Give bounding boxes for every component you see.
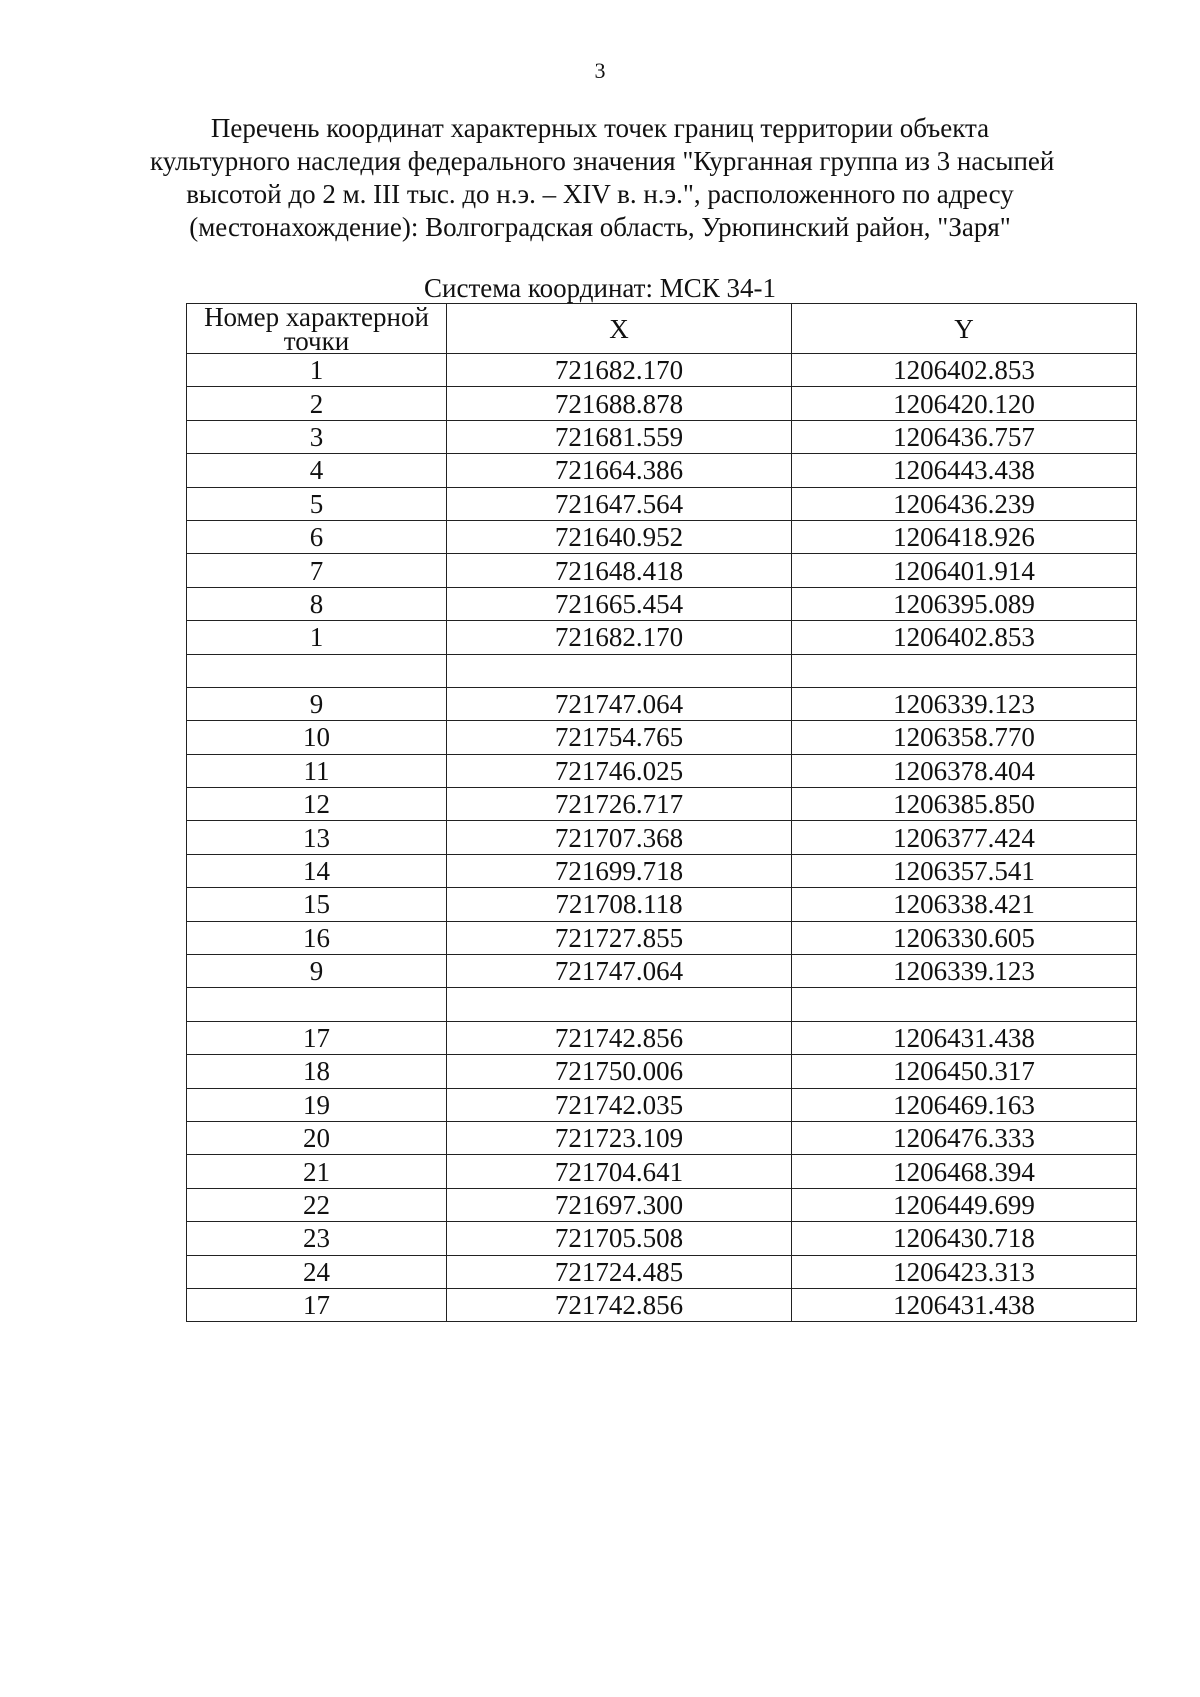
cell-x: 721708.118 bbox=[447, 888, 792, 921]
header-point-number-line2: точки bbox=[283, 325, 350, 354]
cell-point-number: 7 bbox=[187, 554, 447, 587]
cell-x bbox=[447, 988, 792, 1021]
cell-point-number bbox=[187, 654, 447, 687]
cell-point-number: 14 bbox=[187, 854, 447, 887]
cell-x bbox=[447, 654, 792, 687]
table-header-row bbox=[187, 304, 1137, 354]
table-row bbox=[187, 354, 1137, 387]
table-body bbox=[187, 354, 1137, 1322]
cell-x: 721727.855 bbox=[447, 921, 792, 954]
cell-y: 1206330.605 bbox=[792, 921, 1137, 954]
table-row bbox=[187, 487, 1137, 520]
cell-point-number: 8 bbox=[187, 587, 447, 620]
table-row bbox=[187, 1288, 1137, 1321]
cell-y: 1206402.853 bbox=[792, 621, 1137, 654]
cell-y: 1206468.394 bbox=[792, 1155, 1137, 1188]
cell-y: 1206436.757 bbox=[792, 420, 1137, 453]
table-row bbox=[187, 687, 1137, 720]
cell-point-number: 1 bbox=[187, 354, 447, 387]
cell-y: 1206436.239 bbox=[792, 487, 1137, 520]
cell-y: 1206431.438 bbox=[792, 1021, 1137, 1054]
cell-x: 721665.454 bbox=[447, 587, 792, 620]
cell-point-number: 21 bbox=[187, 1155, 447, 1188]
cell-x: 721724.485 bbox=[447, 1255, 792, 1288]
table-separator-row bbox=[187, 654, 1137, 687]
cell-point-number: 18 bbox=[187, 1055, 447, 1088]
coordinate-system-label: Система координат: МСК 34-1 bbox=[424, 273, 776, 303]
cell-y: 1206430.718 bbox=[792, 1222, 1137, 1255]
cell-y bbox=[792, 988, 1137, 1021]
table-row bbox=[187, 554, 1137, 587]
cell-x: 721747.064 bbox=[447, 955, 792, 988]
table-row bbox=[187, 587, 1137, 620]
cell-x: 721648.418 bbox=[447, 554, 792, 587]
cell-point-number: 6 bbox=[187, 520, 447, 553]
header-x: X bbox=[447, 304, 792, 354]
table-row bbox=[187, 888, 1137, 921]
cell-point-number: 4 bbox=[187, 454, 447, 487]
cell-y: 1206401.914 bbox=[792, 554, 1137, 587]
cell-point-number: 5 bbox=[187, 487, 447, 520]
cell-y: 1206377.424 bbox=[792, 821, 1137, 854]
cell-y: 1206358.770 bbox=[792, 721, 1137, 754]
cell-point-number: 1 bbox=[187, 621, 447, 654]
cell-x: 721726.717 bbox=[447, 788, 792, 821]
cell-x: 721742.035 bbox=[447, 1088, 792, 1121]
cell-x: 721704.641 bbox=[447, 1155, 792, 1188]
table-row bbox=[187, 1121, 1137, 1154]
cell-x: 721640.952 bbox=[447, 520, 792, 553]
cell-point-number: 9 bbox=[187, 955, 447, 988]
table-row bbox=[187, 955, 1137, 988]
cell-y: 1206431.438 bbox=[792, 1288, 1137, 1321]
table-row bbox=[187, 1055, 1137, 1088]
header-y: Y bbox=[792, 304, 1137, 354]
cell-point-number: 2 bbox=[187, 387, 447, 420]
cell-y: 1206378.404 bbox=[792, 754, 1137, 787]
cell-y: 1206338.421 bbox=[792, 888, 1137, 921]
cell-x: 721681.559 bbox=[447, 420, 792, 453]
table-row bbox=[187, 1155, 1137, 1188]
cell-point-number: 10 bbox=[187, 721, 447, 754]
page-number: 3 bbox=[594, 58, 606, 83]
cell-point-number: 23 bbox=[187, 1222, 447, 1255]
header-point-number bbox=[187, 304, 447, 354]
table-row bbox=[187, 1222, 1137, 1255]
table-row bbox=[187, 821, 1137, 854]
cell-y: 1206357.541 bbox=[792, 854, 1137, 887]
cell-x: 721742.856 bbox=[447, 1288, 792, 1321]
cell-y: 1206469.163 bbox=[792, 1088, 1137, 1121]
table-row bbox=[187, 754, 1137, 787]
cell-y: 1206450.317 bbox=[792, 1055, 1137, 1088]
cell-point-number: 13 bbox=[187, 821, 447, 854]
table-row bbox=[187, 1188, 1137, 1221]
cell-point-number: 16 bbox=[187, 921, 447, 954]
coordinates-table bbox=[186, 303, 1137, 1322]
cell-x: 721647.564 bbox=[447, 487, 792, 520]
table-separator-row bbox=[187, 988, 1137, 1021]
table-row bbox=[187, 1088, 1137, 1121]
cell-point-number: 19 bbox=[187, 1088, 447, 1121]
cell-point-number: 11 bbox=[187, 754, 447, 787]
cell-y: 1206443.438 bbox=[792, 454, 1137, 487]
table-row bbox=[187, 454, 1137, 487]
cell-y: 1206423.313 bbox=[792, 1255, 1137, 1288]
title-line-1: Перечень координат характерных точек границ территории объекта bbox=[210, 113, 990, 143]
cell-y bbox=[792, 654, 1137, 687]
table-row bbox=[187, 1021, 1137, 1054]
cell-x: 721705.508 bbox=[447, 1222, 792, 1255]
table-row bbox=[187, 387, 1137, 420]
cell-x: 721750.006 bbox=[447, 1055, 792, 1088]
cell-point-number: 22 bbox=[187, 1188, 447, 1221]
cell-y: 1206418.926 bbox=[792, 520, 1137, 553]
cell-point-number: 15 bbox=[187, 888, 447, 921]
cell-x: 721682.170 bbox=[447, 621, 792, 654]
cell-y: 1206420.120 bbox=[792, 387, 1137, 420]
cell-x: 721697.300 bbox=[447, 1188, 792, 1221]
cell-y: 1206402.853 bbox=[792, 354, 1137, 387]
cell-x: 721723.109 bbox=[447, 1121, 792, 1154]
header-point-number-line1: Номер характерной bbox=[204, 303, 429, 332]
table-row bbox=[187, 520, 1137, 553]
cell-y: 1206476.333 bbox=[792, 1121, 1137, 1154]
title-line-4: (местонахождение): Волгоградская область, Урюпинский район, "Заря" bbox=[189, 212, 1011, 242]
cell-x: 721746.025 bbox=[447, 754, 792, 787]
cell-point-number: 9 bbox=[187, 687, 447, 720]
cell-point-number: 17 bbox=[187, 1288, 447, 1321]
cell-x: 721754.765 bbox=[447, 721, 792, 754]
cell-x: 721707.368 bbox=[447, 821, 792, 854]
table-row bbox=[187, 854, 1137, 887]
document-title bbox=[150, 112, 1055, 244]
table-row bbox=[187, 721, 1137, 754]
cell-y: 1206395.089 bbox=[792, 587, 1137, 620]
title-line-2: культурного наследия федерального значения "Курганная группа из 3 насыпей bbox=[150, 146, 1055, 176]
cell-point-number: 20 bbox=[187, 1121, 447, 1154]
cell-x: 721664.386 bbox=[447, 454, 792, 487]
cell-y: 1206385.850 bbox=[792, 788, 1137, 821]
table-row bbox=[187, 788, 1137, 821]
cell-y: 1206339.123 bbox=[792, 955, 1137, 988]
cell-y: 1206339.123 bbox=[792, 687, 1137, 720]
cell-x: 721742.856 bbox=[447, 1021, 792, 1054]
cell-point-number: 3 bbox=[187, 420, 447, 453]
table-row bbox=[187, 621, 1137, 654]
cell-x: 721688.878 bbox=[447, 387, 792, 420]
cell-x: 721682.170 bbox=[447, 354, 792, 387]
cell-x: 721747.064 bbox=[447, 687, 792, 720]
table-row bbox=[187, 921, 1137, 954]
cell-x: 721699.718 bbox=[447, 854, 792, 887]
cell-point-number: 24 bbox=[187, 1255, 447, 1288]
table-row bbox=[187, 1255, 1137, 1288]
table-row bbox=[187, 420, 1137, 453]
cell-point-number: 12 bbox=[187, 788, 447, 821]
cell-y: 1206449.699 bbox=[792, 1188, 1137, 1221]
title-line-3: высотой до 2 м. III тыс. до н.э. – XIV в. н.э.", расположенного по адресу bbox=[186, 179, 1014, 209]
cell-point-number bbox=[187, 988, 447, 1021]
cell-point-number: 17 bbox=[187, 1021, 447, 1054]
